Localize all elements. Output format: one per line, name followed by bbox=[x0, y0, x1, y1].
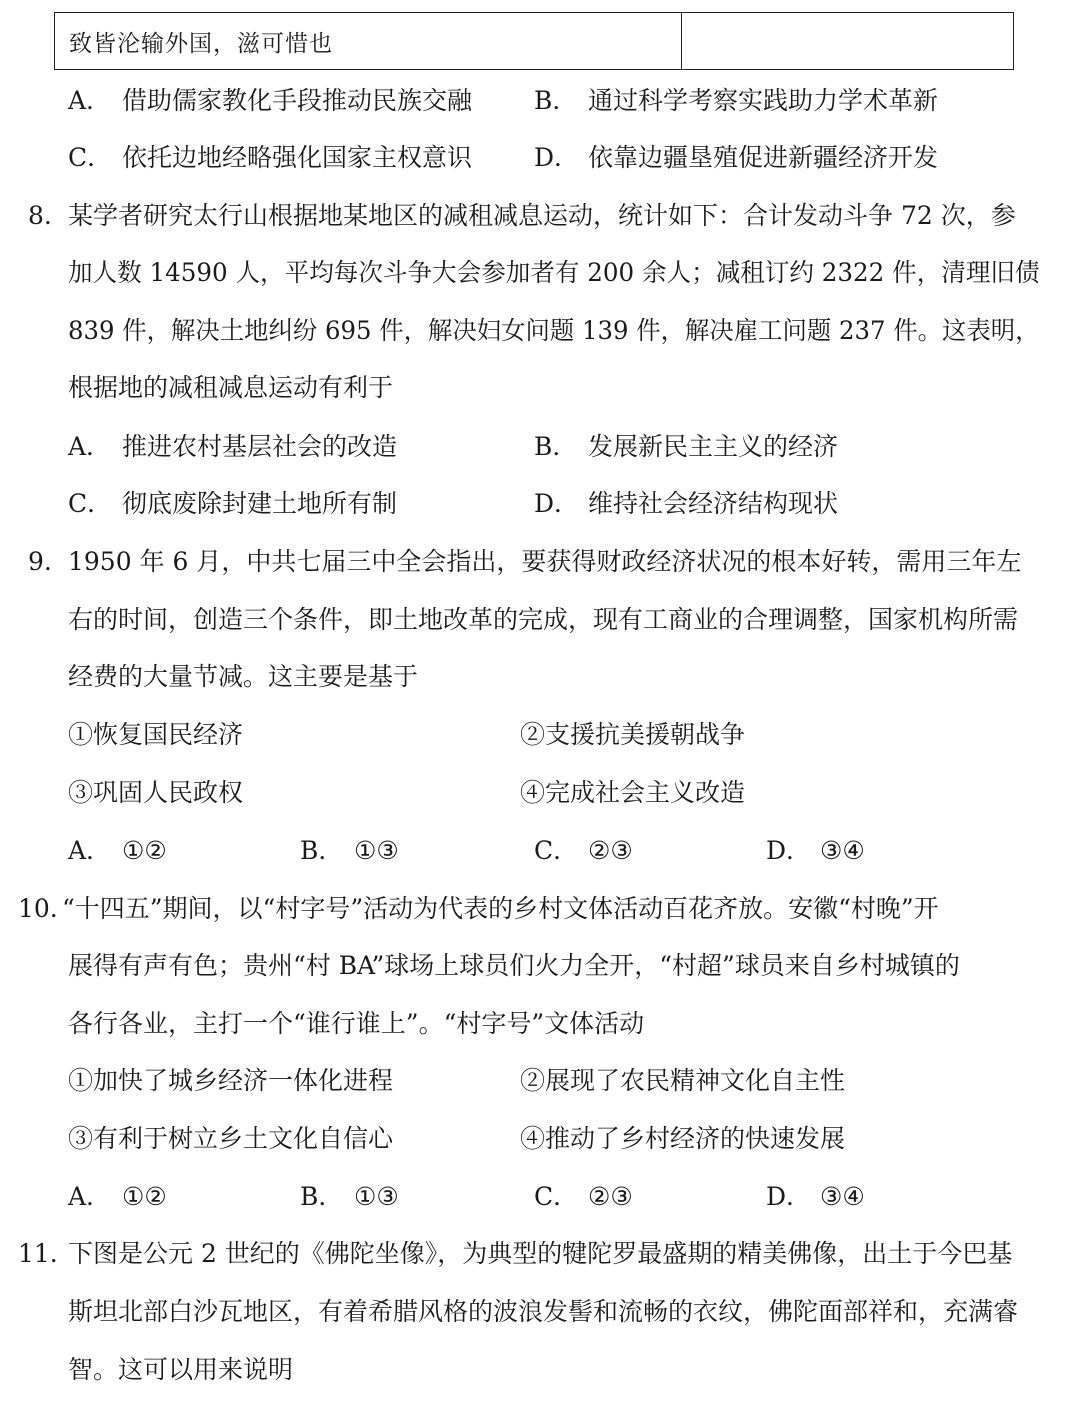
option-letter: C． bbox=[534, 1182, 579, 1211]
q7-option-a[interactable] bbox=[68, 86, 472, 116]
option-text: 推进农村基层社会的改造 bbox=[122, 432, 398, 461]
q8-stem-line-3: 839 件，解决土地纠纷 695 件，解决妇女问题 139 件，解决雇工问题 237 件。这表明， bbox=[68, 316, 1040, 345]
option-text: 借助儒家教化手段推动民族交融 bbox=[122, 86, 473, 115]
q10-stem-line-2: 展得有声有色；贵州“村 BA”球场上球员们火力全开，“村超”球员来自乡村城镇的 bbox=[68, 951, 960, 980]
q10-option-c[interactable] bbox=[534, 1182, 633, 1212]
q8-option-d[interactable] bbox=[534, 489, 838, 519]
q9-stem-line-1: 1950 年 6 月，中共七届三中全会指出，要获得财政经济状况的根本好转，需用三年左 bbox=[68, 547, 1022, 576]
q7-option-d[interactable] bbox=[534, 143, 938, 173]
q8-option-b[interactable] bbox=[534, 432, 838, 462]
option-text: 发展新民主主义的经济 bbox=[588, 432, 839, 461]
quote-table bbox=[54, 12, 1014, 70]
option-text: ③④ bbox=[820, 836, 865, 865]
q10-item-3: ③有利于树立乡土文化自信心 bbox=[68, 1124, 394, 1153]
option-letter: B． bbox=[534, 432, 578, 461]
option-text: ②③ bbox=[588, 1182, 633, 1211]
q10-number: 10. bbox=[18, 894, 58, 923]
q9-item-2: ②支援抗美援朝战争 bbox=[520, 720, 746, 749]
option-text: 彻底废除封建土地所有制 bbox=[122, 489, 398, 518]
option-letter: A． bbox=[68, 1182, 112, 1211]
option-text: ③④ bbox=[820, 1182, 865, 1211]
q10-item-2: ②展现了农民精神文化自主性 bbox=[520, 1066, 846, 1095]
option-letter: D． bbox=[766, 836, 812, 865]
q10-stem-line-3: 各行各业，主打一个“谁行谁上”。“村字号”文体活动 bbox=[68, 1009, 645, 1038]
q8-number: 8. bbox=[28, 201, 52, 230]
q8-stem-line-1: 某学者研究太行山根据地某地区的减租减息运动，统计如下：合计发动斗争 72 次，参 bbox=[68, 201, 1016, 230]
q8-stem-line-4: 根据地的减租减息运动有利于 bbox=[68, 373, 394, 402]
option-letter: C． bbox=[68, 143, 113, 172]
table-cell-quote: 致皆沦输外国，滋可惜也 bbox=[55, 13, 682, 69]
option-letter: A． bbox=[68, 86, 112, 115]
option-letter: B． bbox=[300, 836, 344, 865]
option-letter: D． bbox=[766, 1182, 812, 1211]
option-letter: B． bbox=[300, 1182, 344, 1211]
q9-option-a[interactable] bbox=[68, 836, 167, 866]
option-letter: D． bbox=[534, 143, 580, 172]
q7-option-b[interactable] bbox=[534, 86, 938, 116]
option-text: ①③ bbox=[354, 1182, 399, 1211]
q9-option-c[interactable] bbox=[534, 836, 633, 866]
option-letter: C． bbox=[534, 836, 579, 865]
q9-item-3: ③巩固人民政权 bbox=[68, 778, 244, 807]
q7-option-c[interactable] bbox=[68, 143, 472, 173]
q9-number: 9. bbox=[28, 547, 52, 576]
option-letter: B． bbox=[534, 86, 578, 115]
option-text: 通过科学考察实践助力学术革新 bbox=[588, 86, 939, 115]
q11-stem-line-3: 智。这可以用来说明 bbox=[68, 1355, 294, 1384]
table-cell-empty bbox=[682, 13, 1013, 69]
q8-option-a[interactable] bbox=[68, 432, 397, 462]
q8-option-c[interactable] bbox=[68, 489, 397, 519]
option-text: ①③ bbox=[354, 836, 399, 865]
q10-stem-line-1: “十四五”期间，以“村字号”活动为代表的乡村文体活动百花齐放。安徽“村晚”开 bbox=[62, 894, 939, 923]
option-text: 依托边地经略强化国家主权意识 bbox=[122, 143, 473, 172]
q11-number: 11. bbox=[18, 1239, 58, 1268]
q10-item-1: ①加快了城乡经济一体化进程 bbox=[68, 1066, 394, 1095]
option-text: 依靠边疆垦殖促进新疆经济开发 bbox=[588, 143, 939, 172]
q10-option-a[interactable] bbox=[68, 1182, 167, 1212]
q9-item-1: ①恢复国民经济 bbox=[68, 720, 244, 749]
q9-stem-line-2: 右的时间，创造三个条件，即土地改革的完成，现有工商业的合理调整，国家机构所需 bbox=[68, 605, 1019, 634]
option-text: ②③ bbox=[588, 836, 633, 865]
q9-option-b[interactable] bbox=[300, 836, 399, 866]
option-text: ①② bbox=[122, 1182, 167, 1211]
option-letter: A． bbox=[68, 836, 112, 865]
option-letter: D． bbox=[534, 489, 580, 518]
option-letter: A． bbox=[68, 432, 112, 461]
q9-stem-line-3: 经费的大量节减。这主要是基于 bbox=[68, 662, 419, 691]
q8-stem-line-2: 加人数 14590 人，平均每次斗争大会参加者有 200 余人；减租订约 2322 件，清理旧债 bbox=[68, 258, 1040, 287]
q10-option-d[interactable] bbox=[766, 1182, 865, 1212]
q11-stem-line-1: 下图是公元 2 世纪的《佛陀坐像》，为典型的犍陀罗最盛期的精美佛像，出土于今巴基 bbox=[68, 1239, 1013, 1268]
option-text: ①② bbox=[122, 836, 167, 865]
q9-option-d[interactable] bbox=[766, 836, 865, 866]
q10-item-4: ④推动了乡村经济的快速发展 bbox=[520, 1124, 846, 1153]
q10-option-b[interactable] bbox=[300, 1182, 399, 1212]
option-text: 维持社会经济结构现状 bbox=[588, 489, 839, 518]
option-letter: C． bbox=[68, 489, 113, 518]
q9-item-4: ④完成社会主义改造 bbox=[520, 778, 746, 807]
q11-stem-line-2: 斯坦北部白沙瓦地区，有着希腊风格的波浪发髻和流畅的衣纹，佛陀面部祥和，充满睿 bbox=[68, 1297, 1019, 1326]
